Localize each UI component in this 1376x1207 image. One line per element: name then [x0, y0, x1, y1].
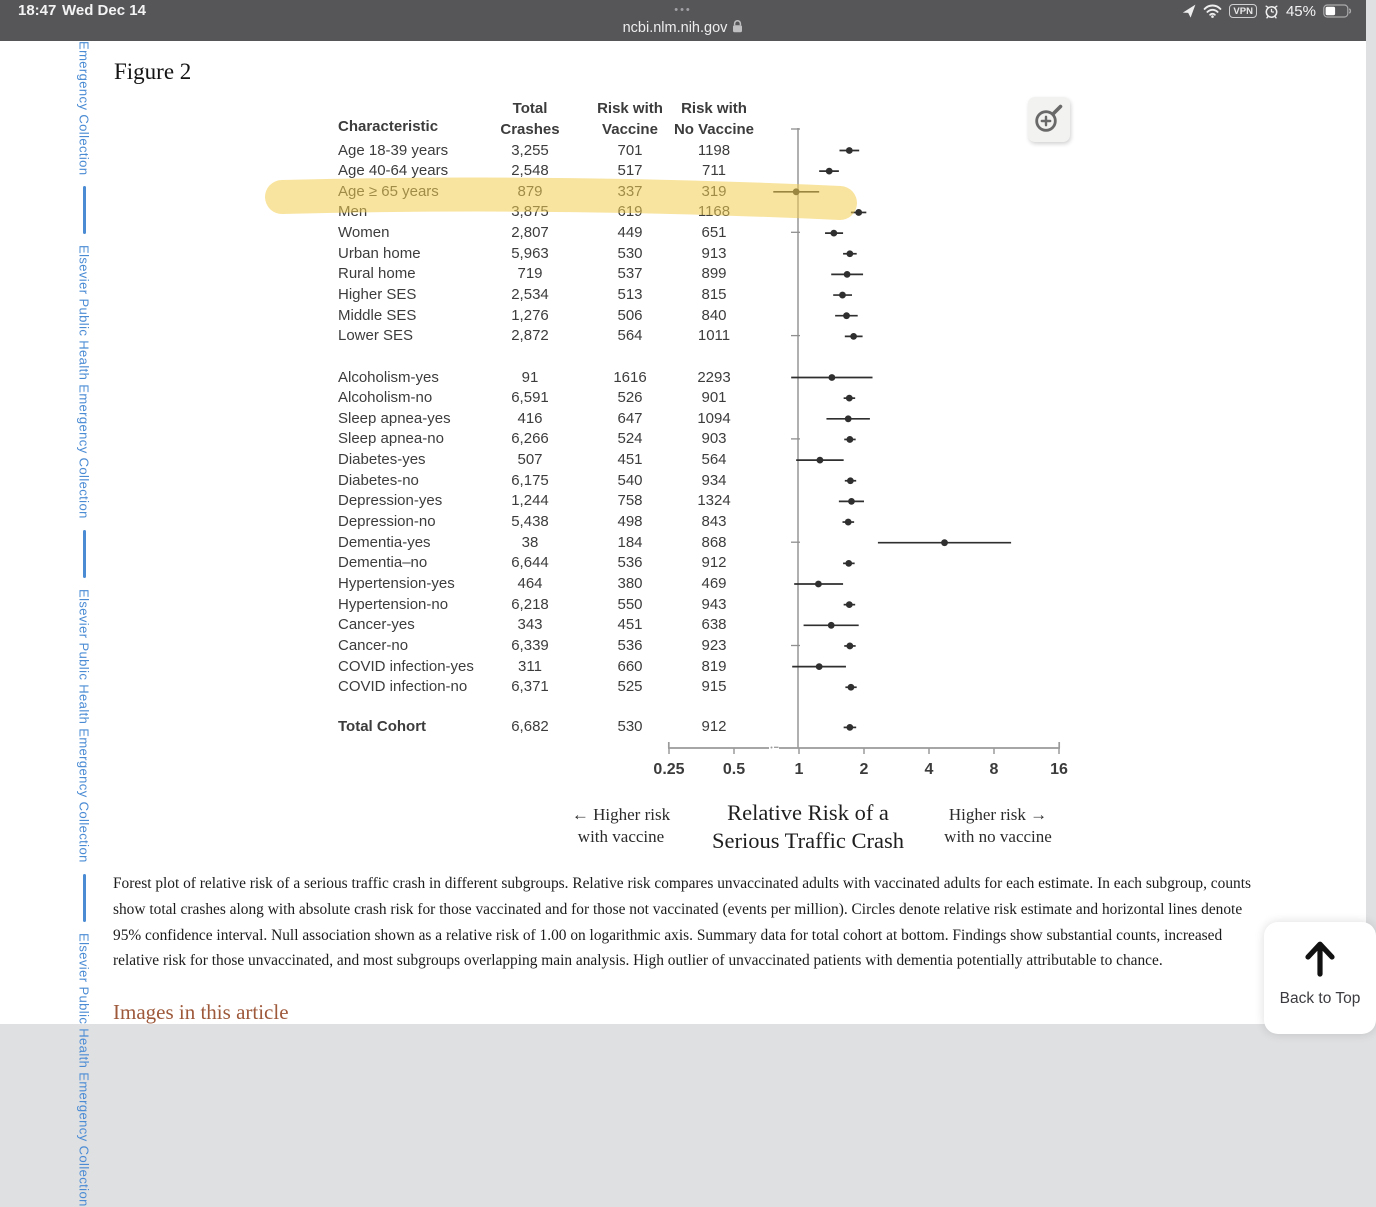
- zoom-figure-button[interactable]: [1028, 97, 1070, 142]
- wifi-icon: [1203, 4, 1222, 18]
- table-row: [0, 717, 1366, 737]
- table-cell: 337: [617, 182, 643, 200]
- images-in-article-link[interactable]: Images in this article: [113, 1000, 289, 1024]
- status-icons: [1182, 3, 1352, 19]
- table-cell: 536: [617, 554, 643, 572]
- caption-line: relative risk for those unvaccinated, and most subgroups overlapping main analysis. High outlier of unvaccinated patients with dementia potentially attributable to chance.: [113, 952, 1163, 970]
- table-cell: Age 40-64 years: [338, 162, 449, 180]
- table-cell: 524: [617, 430, 643, 448]
- table-cell: 701: [617, 141, 643, 159]
- table-row: [0, 677, 1366, 697]
- table-cell: 6,266: [511, 430, 549, 448]
- table-cell: 1198: [697, 141, 731, 159]
- left-risk-label: ← Higher risk with vaccine: [571, 805, 671, 846]
- table-cell: 913: [701, 244, 727, 262]
- magnifier-plus-icon: [1028, 97, 1070, 142]
- table-cell: 2293: [697, 368, 731, 386]
- axis-tick-label: 4: [924, 761, 934, 778]
- table-row: [0, 533, 1366, 553]
- table-cell: 719: [517, 265, 543, 283]
- table-row: [0, 450, 1366, 470]
- axis-tick-label: 1: [794, 761, 804, 778]
- table-row: [0, 553, 1366, 573]
- table-cell: 449: [617, 224, 643, 242]
- table-cell: 537: [617, 265, 643, 283]
- table-cell: 319: [701, 182, 727, 200]
- col-header-novaccine-2: No Vaccine: [673, 121, 755, 138]
- table-cell: 6,218: [511, 595, 549, 613]
- table-cell: 526: [617, 389, 643, 407]
- table-cell: 1616: [613, 368, 647, 386]
- table-cell: 540: [617, 471, 643, 489]
- table-row: [0, 368, 1366, 388]
- table-row: [0, 264, 1366, 284]
- tab-overflow-ellipsis[interactable]: •••: [674, 4, 692, 16]
- table-row: [0, 202, 1366, 222]
- table-row: [0, 285, 1366, 305]
- table-cell: 868: [701, 533, 727, 551]
- table-cell: 464: [517, 575, 543, 592]
- table-cell: Hypertension-yes: [338, 575, 455, 592]
- table-cell: 1,244: [511, 492, 549, 510]
- plot-x-axis-title: Relative Risk of a Serious Traffic Crash: [711, 800, 905, 853]
- table-cell: 184: [617, 533, 643, 551]
- table-cell: 380: [617, 575, 643, 592]
- table-cell: 660: [617, 657, 643, 675]
- table-cell: 536: [617, 636, 643, 654]
- table-row: [0, 244, 1366, 264]
- table-cell: 2,548: [511, 162, 549, 180]
- table-row: [0, 409, 1366, 429]
- table-cell: Diabetes-yes: [338, 451, 426, 469]
- address-bar[interactable]: [0, 20, 1366, 36]
- table-cell: 899: [701, 265, 727, 283]
- battery-icon: [1323, 4, 1352, 18]
- battery-percent: 45%: [1285, 2, 1316, 20]
- table-cell: Middle SES: [338, 306, 417, 324]
- status-bar: [0, 0, 1366, 41]
- caption-line: Forest plot of relative risk of a serious traffic crash in different subgroups. Relative risk compares unvaccinated adults with vaccinated adults for each estimate. In each subgroup, counts: [113, 875, 1251, 892]
- table-cell: 38: [521, 533, 539, 551]
- sidebar-banner-label: Emergency Collection: [76, 41, 92, 176]
- table-cell: 638: [701, 616, 727, 634]
- axis-tick-label: 0.25: [653, 761, 685, 778]
- col-header-characteristic: Characteristic: [338, 118, 439, 135]
- table-cell: 711: [702, 162, 726, 180]
- axis-break: [769, 743, 779, 752]
- figure-title: Figure 2: [114, 59, 192, 84]
- table-cell: 819: [701, 657, 727, 675]
- table-cell: Depression-no: [338, 513, 436, 531]
- table-cell: 506: [617, 306, 643, 324]
- col-header-total-2: Crashes: [500, 121, 560, 138]
- table-row: [0, 595, 1366, 615]
- table-cell: COVID infection-no: [338, 678, 468, 696]
- table-cell: 343: [517, 616, 543, 634]
- table-cell: 550: [617, 595, 643, 613]
- table-cell: 1324: [697, 492, 731, 510]
- table-cell: Age ≥ 65 years: [338, 182, 439, 200]
- table-cell: Dementia–no: [338, 554, 428, 572]
- table-cell: 564: [701, 451, 727, 469]
- axis-tick-label: 0.5: [722, 761, 746, 778]
- sidebar-banner-label: Elsevier Public Health Emergency Collection: [76, 589, 92, 863]
- table-row: [0, 574, 1366, 594]
- table-row: [0, 429, 1366, 449]
- table-cell: 843: [701, 513, 727, 531]
- table-row: [0, 388, 1366, 408]
- table-cell: 1011: [697, 327, 731, 345]
- table-cell: 915: [701, 678, 727, 696]
- table-cell: 564: [617, 327, 643, 345]
- table-cell: 647: [617, 409, 643, 427]
- table-cell: Alcoholism-yes: [338, 368, 439, 386]
- vpn-badge: VPN: [1229, 4, 1257, 18]
- table-cell: Depression-yes: [338, 492, 443, 510]
- table-cell: Higher SES: [338, 286, 417, 304]
- table-cell: 5,963: [511, 244, 549, 262]
- sidebar-banner-label: Elsevier Public Health Emergency Collection: [76, 932, 92, 1207]
- table-cell: 2,807: [511, 224, 549, 242]
- table-cell: 530: [617, 244, 643, 262]
- table-row: [0, 306, 1366, 326]
- clock-date: Wed Dec 14: [62, 2, 146, 19]
- table-cell: Age 18-39 years: [338, 141, 449, 159]
- table-cell: 651: [701, 224, 727, 242]
- alarm-clock-icon: [1264, 4, 1279, 19]
- sidebar-banner-label: Elsevier Public Health Emergency Collection: [76, 245, 92, 520]
- table-cell: 5,438: [511, 513, 549, 531]
- table-cell: 530: [617, 718, 643, 736]
- table-cell: 416: [517, 409, 543, 427]
- table-row: [0, 471, 1366, 491]
- table-row: [0, 615, 1366, 635]
- table-cell: 943: [701, 595, 727, 613]
- url-text[interactable]: ncbi.nlm.nih.gov: [622, 20, 728, 36]
- col-header-novaccine-1: Risk with: [681, 100, 747, 117]
- caption-line: show total crashes along with absolute crash risk for those vaccinated and for those not vaccinated (events per million). Circles denote relative risk estimate and horizontal lines denote: [113, 900, 1243, 918]
- up-arrow-icon: [1300, 938, 1340, 978]
- table-cell: Urban home: [338, 244, 421, 262]
- collection-banner-sidebar: [70, 41, 98, 1207]
- table-row: [0, 223, 1366, 243]
- table-row: [0, 636, 1366, 656]
- table-cell: 311: [518, 657, 542, 675]
- col-header-total-1: Total: [512, 100, 548, 117]
- back-to-top-button[interactable]: [1264, 922, 1376, 1034]
- table-cell: Men: [338, 203, 368, 221]
- table-cell: 912: [701, 718, 727, 736]
- table-cell: Hypertension-no: [338, 595, 449, 613]
- axis-tick-label: 2: [859, 761, 869, 778]
- table-cell: 451: [617, 451, 643, 469]
- table-cell: Cancer-yes: [338, 616, 415, 634]
- sidebar-divider: [83, 530, 86, 578]
- table-cell: 517: [617, 162, 643, 180]
- axis-tick-label: 8: [989, 761, 999, 778]
- table-cell: 451: [617, 616, 643, 634]
- table-cell: 1094: [697, 409, 731, 427]
- table-cell: 619: [617, 203, 643, 221]
- table-cell: 903: [701, 430, 727, 448]
- table-row: [0, 326, 1366, 346]
- table-cell: Women: [338, 224, 390, 242]
- table-cell: 815: [701, 286, 727, 304]
- table-cell: 758: [617, 492, 643, 510]
- table-cell: Sleep apnea-yes: [338, 409, 451, 427]
- table-row: [0, 182, 1366, 202]
- table-row: [0, 161, 1366, 181]
- table-cell: 901: [701, 389, 727, 407]
- table-cell: 2,872: [511, 327, 549, 345]
- table-cell: 1,276: [511, 306, 549, 324]
- figure-caption: [113, 871, 1313, 974]
- table-cell: 525: [617, 678, 643, 696]
- table-row: [0, 657, 1366, 677]
- table-cell: 840: [701, 306, 727, 324]
- table-row: [0, 141, 1366, 161]
- table-cell: Cancer-no: [338, 636, 409, 654]
- sidebar-divider: [83, 186, 86, 234]
- table-cell: 912: [701, 554, 727, 572]
- axis-break-dot: [771, 747, 773, 749]
- table-cell: 498: [617, 513, 643, 531]
- col-header-vaccine-2: Vaccine: [602, 121, 658, 138]
- table-cell: Dementia-yes: [338, 533, 431, 551]
- caption-line: 95% confidence interval. Null association shown as a relative risk of 1.00 on logarithmic axis. Summary data for total cohort at bottom. Findings show substantial counts, increased: [113, 926, 1223, 944]
- table-cell: 6,175: [511, 471, 549, 489]
- table-cell: 879: [517, 182, 543, 200]
- table-row: [0, 491, 1366, 511]
- location-arrow-icon: [1182, 4, 1196, 18]
- table-cell: 6,371: [511, 678, 549, 696]
- lock-icon: [732, 20, 743, 33]
- table-cell: 469: [701, 575, 727, 592]
- table-cell: Sleep apnea-no: [338, 430, 444, 448]
- table-cell: 923: [701, 636, 727, 654]
- col-header-vaccine-1: Risk with: [597, 100, 663, 117]
- table-cell: 3,255: [511, 141, 549, 159]
- axis-tick-label: 16: [1050, 761, 1068, 778]
- table-cell: Diabetes-no: [338, 471, 419, 489]
- table-cell: 6,339: [511, 636, 549, 654]
- table-cell: 513: [617, 286, 643, 304]
- table-cell: 6,591: [511, 389, 549, 407]
- table-cell: 1168: [697, 203, 731, 221]
- table-row: [0, 512, 1366, 532]
- right-risk-label: Higher risk → with no vaccine: [944, 805, 1052, 846]
- table-cell: 6,682: [511, 718, 549, 736]
- table-cell: COVID infection-yes: [338, 657, 474, 675]
- back-to-top-label: Back to Top: [1279, 990, 1361, 1007]
- table-cell: Lower SES: [338, 327, 414, 345]
- table-cell: 91: [521, 368, 539, 386]
- table-cell: Rural home: [338, 265, 416, 283]
- sidebar-divider: [83, 874, 86, 922]
- table-cell: 2,534: [511, 286, 549, 304]
- clock-time: 18:47: [18, 2, 57, 19]
- table-cell: 507: [517, 451, 543, 469]
- table-cell: 934: [701, 471, 727, 489]
- table-cell: Total Cohort: [338, 718, 427, 736]
- table-cell: Alcoholism-no: [338, 389, 433, 407]
- table-cell: 6,644: [511, 554, 549, 572]
- table-cell: 3,875: [511, 203, 549, 221]
